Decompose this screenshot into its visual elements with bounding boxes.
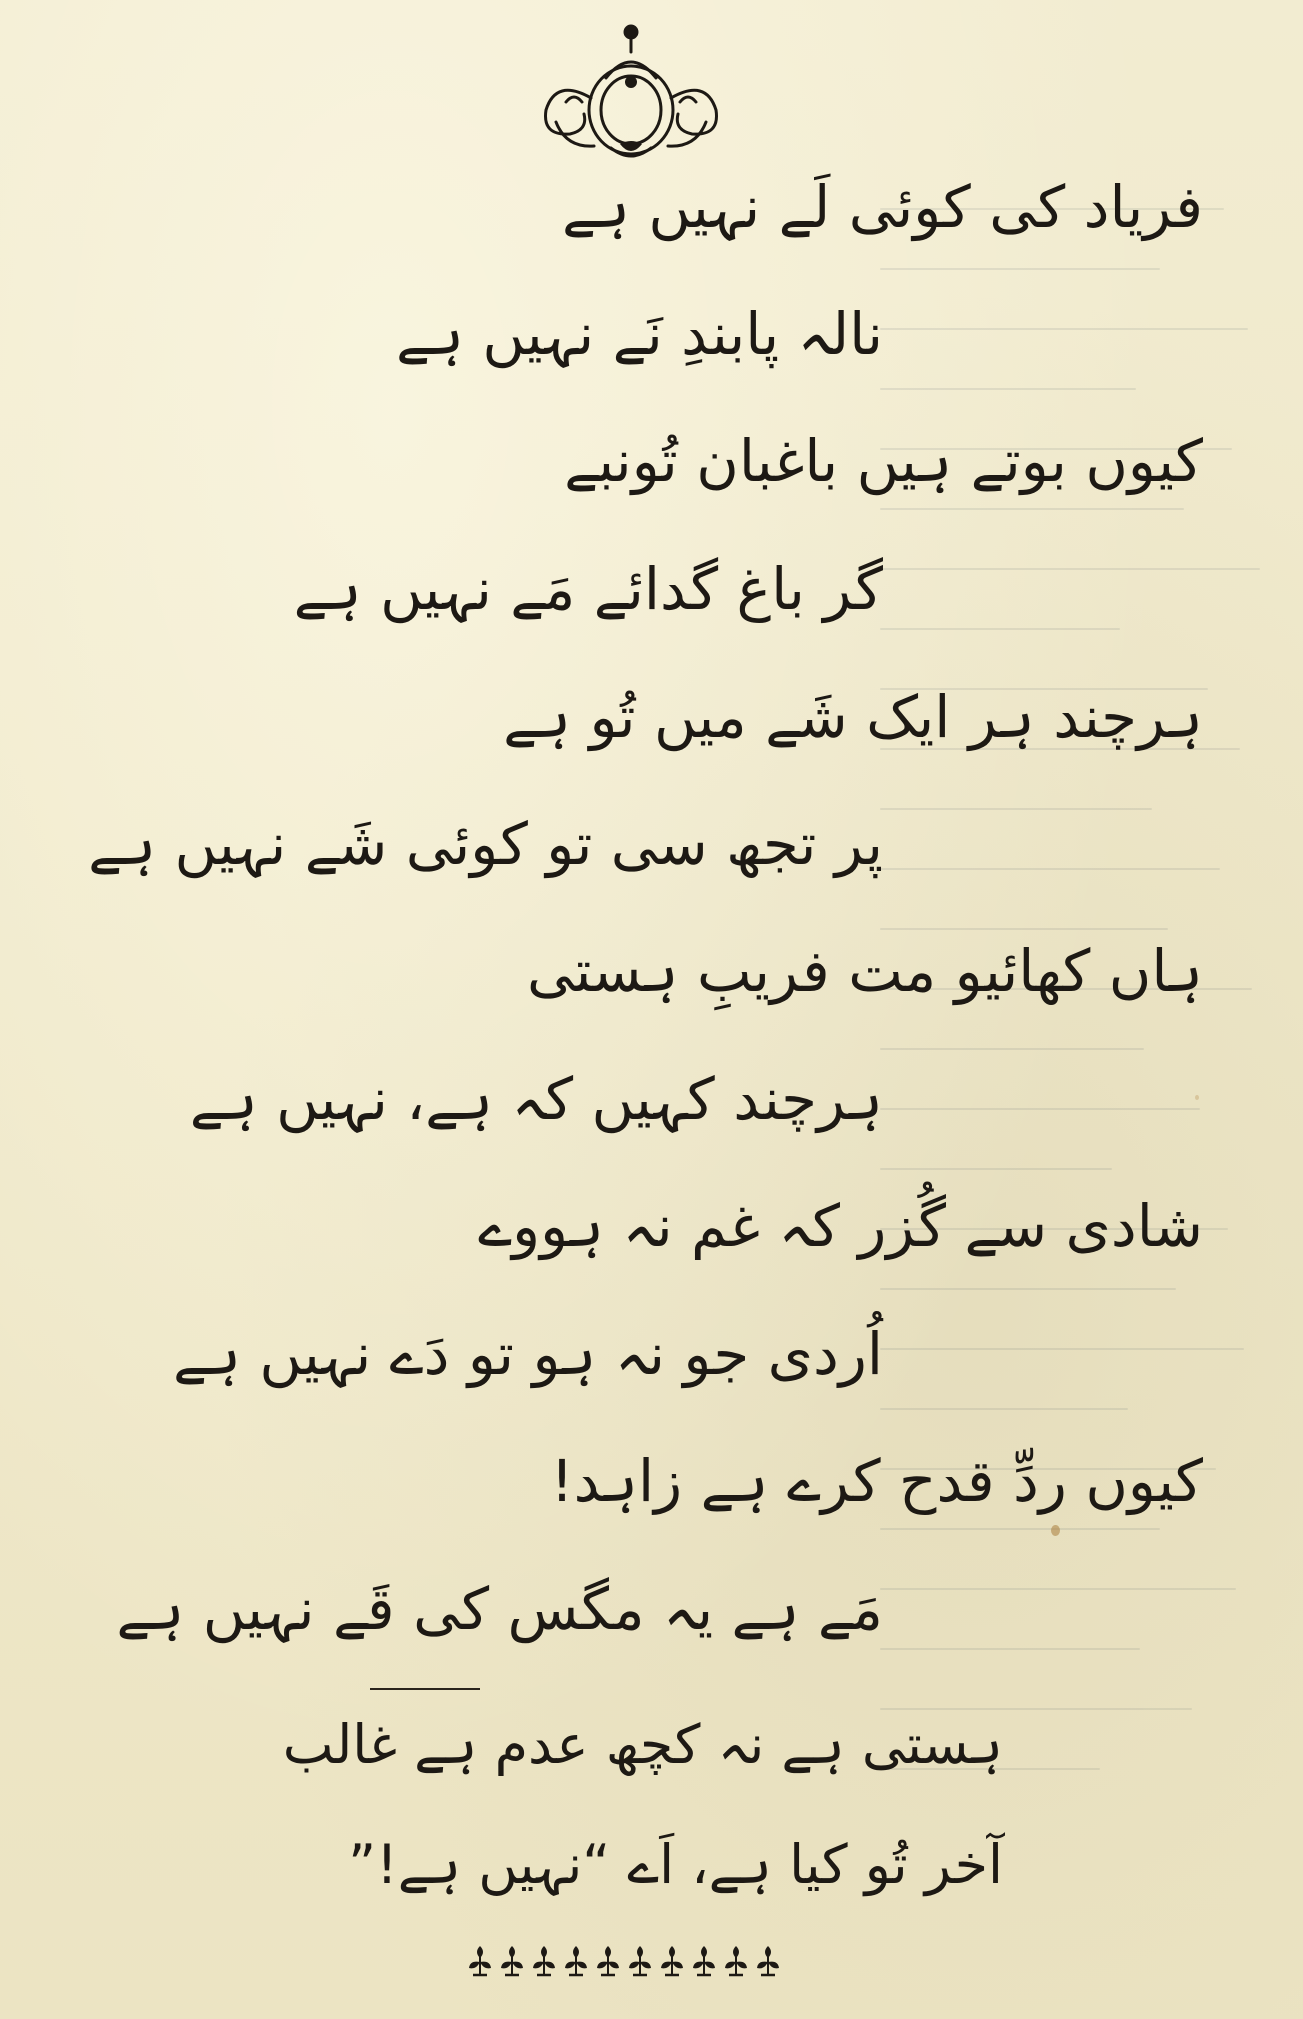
fleuron-border <box>464 1940 794 1980</box>
couplet-6-first-line: کیوں ردِّ قدح کرے ہے زاہد! <box>550 1447 1203 1515</box>
paper-stain <box>1195 1095 1199 1100</box>
couplet-4-first-line: ہاں کھائیو مت فریبِ ہستی <box>526 937 1203 1005</box>
couplet-5-second-line: اُردی جو نہ ہو تو دَے نہیں ہے <box>173 1320 883 1388</box>
couplet-2-second-line: گر باغ گدائے مَے نہیں ہے <box>293 555 883 623</box>
couplet-4-second-line: ہرچند کہیں کہ ہے، نہیں ہے <box>189 1065 883 1133</box>
fleuron-icon <box>597 1946 619 1975</box>
fleuron-icon <box>693 1946 715 1975</box>
fleuron-icon <box>757 1946 779 1975</box>
couplet-5-first-line: شادی سے گُزر کہ غم نہ ہووے <box>478 1192 1203 1260</box>
couplet-3-second-line: پر تجھ سی تو کوئی شَے نہیں ہے <box>88 810 883 878</box>
fleuron-icon <box>629 1946 651 1975</box>
couplet-6-second-line: مَے ہے یہ مگس کی قَے نہیں ہے <box>116 1575 883 1643</box>
couplet-1-second-line: نالہ پابندِ نَے نہیں ہے <box>396 300 883 368</box>
fleuron-icon <box>501 1946 523 1975</box>
fleuron-icon <box>533 1946 555 1975</box>
bleed-through-texture <box>880 150 1280 1900</box>
paper-stain <box>1051 1525 1060 1536</box>
maqta-first-line: ہستی ہے نہ کچھ عدم ہے غالب <box>282 1713 1003 1776</box>
couplet-1-first-line: فریاد کی کوئی لَے نہیں ہے <box>562 173 1203 241</box>
maqta-rule <box>370 1688 480 1690</box>
fleuron-icon <box>469 1946 491 1975</box>
fleuron-icon <box>725 1946 747 1975</box>
couplet-3-first-line: ہرچند ہر ایک شَے میں تُو ہے <box>503 683 1203 751</box>
couplet-2-first-line: کیوں بوتے ہیں باغبان تُونبے <box>564 427 1203 495</box>
fleuron-icon <box>565 1946 587 1975</box>
maqta-second-line: آخر تُو کیا ہے، اَے “نہیں ہے!” <box>348 1833 1003 1896</box>
cartouche-ornament <box>536 18 726 168</box>
fleuron-icon <box>661 1946 683 1975</box>
